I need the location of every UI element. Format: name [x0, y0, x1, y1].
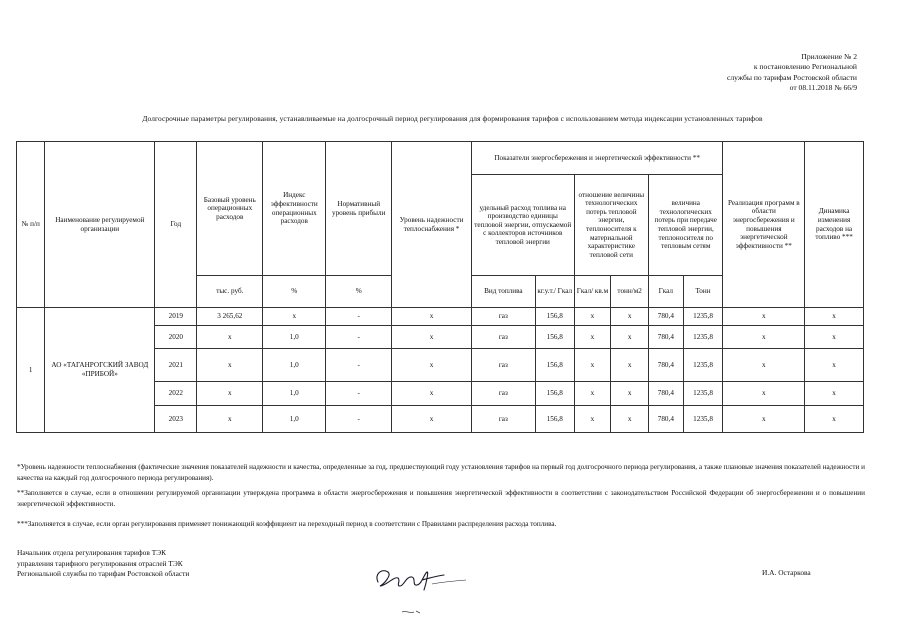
- footnote-energy-program: **Заполняется в случае, если в отношении регулируемой организации утверждена программа в области энергосбережения и повышения энергетической эффективности в соответствии с законодательством Российской Федерации об энергосбережении и о повышении энергетической эффективности.: [17, 489, 865, 508]
- header-program: Реализация программ в области энергосбережения и повышения энергетической эффективности **: [723, 142, 805, 308]
- unit-losses-a: Гкал: [649, 276, 684, 308]
- unit-efficiency-index: %: [263, 276, 326, 308]
- cell-year: 2019: [155, 308, 197, 326]
- cell-losses-a: 780,4: [649, 406, 684, 433]
- cell-reliability: х: [392, 382, 472, 406]
- cell-base-costs: х: [197, 326, 263, 349]
- cell-reliability: х: [392, 326, 472, 349]
- signer-position: [17, 548, 189, 580]
- cell-losses-ratio-b: х: [611, 382, 649, 406]
- cell-efficiency-index: х: [263, 308, 326, 326]
- table-row: [17, 308, 864, 326]
- cell-fuel-type: газ: [471, 382, 535, 406]
- cell-fuel-rate: 156,8: [535, 349, 574, 382]
- header-org: Наименование регулируемой организации: [45, 142, 155, 308]
- unit-base-costs: тыс. руб.: [197, 276, 263, 308]
- header-row-1: [17, 142, 864, 175]
- cell-program: х: [723, 326, 805, 349]
- unit-fuel-type: Вид топлива: [471, 276, 535, 308]
- cell-base-costs: х: [197, 349, 263, 382]
- cell-losses-a: 780,4: [649, 382, 684, 406]
- cell-fuel-type: газ: [471, 406, 535, 433]
- handwritten-signature: [372, 562, 472, 599]
- cell-fuel-rate: 156,8: [535, 406, 574, 433]
- cell-program: х: [723, 382, 805, 406]
- cell-program: х: [723, 349, 805, 382]
- cell-fuel-dynamics: х: [805, 326, 864, 349]
- cell-losses-a: 780,4: [649, 349, 684, 382]
- cell-losses-b: 1235,8: [683, 406, 723, 433]
- cell-efficiency-index: 1,0: [263, 406, 326, 433]
- cell-losses-ratio-a: х: [574, 382, 611, 406]
- cell-program: х: [723, 308, 805, 326]
- cell-losses-ratio-b: х: [611, 326, 649, 349]
- cell-fuel-dynamics: х: [805, 349, 864, 382]
- signer-line-2: управления тарифного регулирования отраслей ТЭК: [17, 558, 183, 568]
- unit-profit: %: [326, 276, 392, 308]
- cell-losses-ratio-b: х: [611, 349, 649, 382]
- cell-losses-b: 1235,8: [683, 326, 723, 349]
- appendix-line-3: службы по тарифам Ростовской области: [726, 72, 857, 82]
- cell-fuel-dynamics: х: [805, 382, 864, 406]
- cell-base-costs: х: [197, 382, 263, 406]
- cell-profit: -: [326, 406, 392, 433]
- unit-losses-ratio-b: тонн/м2: [611, 276, 649, 308]
- header-fuel-consumption: удельный расход топлива на производство единицы тепловой энергии, отпускаемой с коллекторов источников тепловой энергии: [471, 175, 574, 276]
- header-fuel-dynamics: Динамика изменения расходов на топливо ***: [805, 142, 864, 308]
- cell-efficiency-index: 1,0: [263, 326, 326, 349]
- appendix-line-1: Приложение № 2: [801, 52, 857, 61]
- footnote-reliability: *Уровень надежности теплоснабжения (фактические значения показателей надежности и качества, определенные за год, предшествующий году установления тарифов на первый год долгосрочного периода регулирования, а также плановые значения показателей надежности и качества на каждый год долгосрочного периода регулирования).: [17, 463, 865, 482]
- header-year: Год: [155, 142, 197, 308]
- cell-program: х: [723, 406, 805, 433]
- signer-name: И.А. Остаркова: [762, 568, 811, 577]
- cell-losses-ratio-a: х: [574, 406, 611, 433]
- cell-efficiency-index: 1,0: [263, 349, 326, 382]
- cell-fuel-type: газ: [471, 326, 535, 349]
- unit-losses-b: Тонн: [683, 276, 723, 308]
- cell-losses-a: 780,4: [649, 326, 684, 349]
- unit-losses-ratio-a: Гкал/ кв.м: [574, 276, 611, 308]
- cell-year: 2020: [155, 326, 197, 349]
- cell-profit: -: [326, 382, 392, 406]
- appendix-line-4: от 08.11.2018 № 66/9: [789, 82, 857, 92]
- cell-losses-ratio-a: х: [574, 326, 611, 349]
- cell-fuel-rate: 156,8: [535, 382, 574, 406]
- cell-fuel-rate: 156,8: [535, 308, 574, 326]
- cell-profit: -: [326, 349, 392, 382]
- cell-losses-b: 1235,8: [683, 349, 723, 382]
- page-mark: [400, 604, 424, 622]
- footnote-fuel-dynamics: ***Заполняется в случае, если орган регулирования применяет понижающий коэффициент на переходный период в соответствии с Правилами распределения расхода топлива.: [17, 520, 557, 528]
- cell-losses-ratio-b: х: [611, 406, 649, 433]
- cell-losses-a: 780,4: [649, 308, 684, 326]
- header-reliability: Уровень надежности теплоснабжения *: [392, 142, 472, 308]
- header-base-costs: Базовый уровень операционных расходов: [197, 142, 263, 276]
- document-title: Долгосрочные параметры регулирования, устанавливаемые на долгосрочный период регулирования для формирования тарифов с использованием метода индексации установленных тарифов: [142, 114, 763, 123]
- cell-fuel-type: газ: [471, 349, 535, 382]
- org-number: 1: [17, 308, 45, 433]
- header-losses: величина технологических потерь при передаче тепловой энергии, теплоносителя по тепловым сетям: [649, 175, 723, 276]
- cell-reliability: х: [392, 308, 472, 326]
- cell-profit: -: [326, 326, 392, 349]
- cell-fuel-dynamics: х: [805, 308, 864, 326]
- signer-line-1: Начальник отдела регулирования тарифов ТЭК: [17, 548, 167, 557]
- header-energy-group: Показатели энергосбережения и энергетической эффективности **: [471, 142, 723, 175]
- cell-fuel-dynamics: х: [805, 406, 864, 433]
- cell-base-costs: х: [197, 406, 263, 433]
- cell-efficiency-index: 1,0: [263, 382, 326, 406]
- header-efficiency-index: Индекс эффективности операционных расходов: [263, 142, 326, 276]
- header-profit: Нормативный уровень прибыли: [326, 142, 392, 276]
- cell-reliability: х: [392, 406, 472, 433]
- header-num: № п/п: [17, 142, 45, 308]
- cell-reliability: х: [392, 349, 472, 382]
- cell-losses-ratio-b: х: [611, 308, 649, 326]
- cell-year: 2021: [155, 349, 197, 382]
- parameters-table: [16, 141, 864, 433]
- cell-profit: -: [326, 308, 392, 326]
- cell-losses-ratio-a: х: [574, 308, 611, 326]
- cell-year: 2022: [155, 382, 197, 406]
- cell-losses-b: 1235,8: [683, 308, 723, 326]
- unit-fuel-rate: кг.у.т./ Гкал: [535, 276, 574, 308]
- signer-line-3: Региональной службы по тарифам Ростовской области: [17, 569, 190, 578]
- appendix-block: [727, 52, 857, 93]
- header-losses-ratio: отношение величины технологических потерь тепловой энергии, теплоносителя к материальной характеристике тепловой сети: [574, 175, 648, 276]
- cell-fuel-type: газ: [471, 308, 535, 326]
- cell-losses-b: 1235,8: [683, 382, 723, 406]
- cell-fuel-rate: 156,8: [535, 326, 574, 349]
- cell-year: 2023: [155, 406, 197, 433]
- cell-losses-ratio-a: х: [574, 349, 611, 382]
- org-name: АО «ТАГАНРОГСКИЙ ЗАВОД «ПРИБОЙ»: [45, 308, 155, 433]
- cell-base-costs: 3 265,62: [197, 308, 263, 326]
- appendix-line-2: к постановлению Региональной: [753, 62, 857, 72]
